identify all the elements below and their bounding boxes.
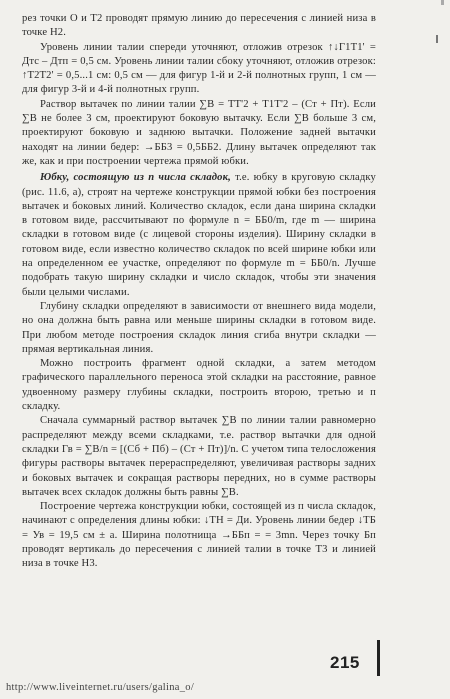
paragraph: Можно построить фрагмент одной складки, а затем методом графического параллельного переноса этой складки на расстояние, равное удвоенному размеру глубины складки, построить второю, третью и п складку. [22, 358, 376, 413]
paragraph: Раствор вытачек по линии талии ∑В = ТТ'2 + Т1Т'2 – (Ст + Пт). Если ∑В не более 3 см, проектируют боковую вытачку. Если ∑В больше 3 см, проектируют боковую и заднюю вытачки. Положение задней вытачки находят на линии бедер: →ББ3 = 0,5ББ2. Длину вытачек определяют так же, как и при построении чертежа прямой юбки. [22, 98, 376, 167]
page-text [22, 12, 376, 572]
paragraph-body: т.е. юбку в круговую складку (рис. 11.6, а), строят на чертеже конструкции прямой юбки без построения вытачек и боковых линий. Количество складок, если дана ширина складки в готовом виде, рассчитывают по формуле n = ББ0/m, где m — ширина складки в готовом виде (с лицевой стороны изделия). Ширину складки в готовом виде, если известно количество складок по всей ширине юбки или на определенном ее участке, определяют по формуле m = ББ0/n. Лучше подобрать такую ширину складки и число складок, чтобы эти значения были целыми числами. [22, 172, 376, 298]
edge-mark [441, 0, 444, 5]
paragraph: Глубину складки определяют в зависимости от внешнего вида модели, но она должна быть равна или меньше ширины складки в готовом виде. При любом методе построения складок линия сгиба внутри складки — прямая вертикальная линия. [22, 300, 376, 355]
paragraph: Сначала суммарный раствор вытачек ∑В по линии талии равномерно распределяют между всеми складками, т.е. раствор вытачки для одной складки Гв = ∑В/n = [(Сб + Пб) – (Ст + Пт)]/n. С учетом типа телосложения фигуры растворы вытачек перераспределяют, увеличивая растворы задних и боковых вытачек и сокращая растворы передних, но в сумме растворы вытачек всех складок должны быть равны ∑В. [22, 415, 376, 498]
paragraph: рез точки О и Т2 проводят прямую линию до пересечения с линией низа в точке Н2. [22, 13, 376, 39]
margin-mark [436, 35, 438, 43]
page-number-rule [377, 640, 380, 676]
source-url[interactable]: http://www.liveinternet.ru/users/galina_o/ [6, 682, 195, 693]
paragraph [22, 171, 376, 300]
paragraph: Построение чертежа конструкции юбки, состоящей из п числа складок, начинают с определения длины юбки: ↓ТН = Ди. Уровень линии бедер ↓ТБ = Ув = 19,5 см ± а. Ширина полотнища →ББп = = 3mn. Через точку Бп проводят вертикаль до пересечения с линией талии в точке Т3 и линией низа в точке Н3. [22, 501, 376, 570]
paragraph: Уровень линии талии спереди уточняют, отложив отрезок ↑↓Г1Т1' = Дтс – Дтп = 0,5 см. Уровень линии талии сбоку уточняют, отложив отрезок: ↑Т2Т2' = 0,5...1 см: 0,5 см — для фигур 1-й и 2-й полнотных групп, 1 см — для фигур 3-й и 4-й полнотных групп. [22, 41, 376, 96]
page-number: 215 [330, 653, 360, 672]
run-in-heading: Юбку, состоящую из п числа складок, [40, 172, 231, 184]
